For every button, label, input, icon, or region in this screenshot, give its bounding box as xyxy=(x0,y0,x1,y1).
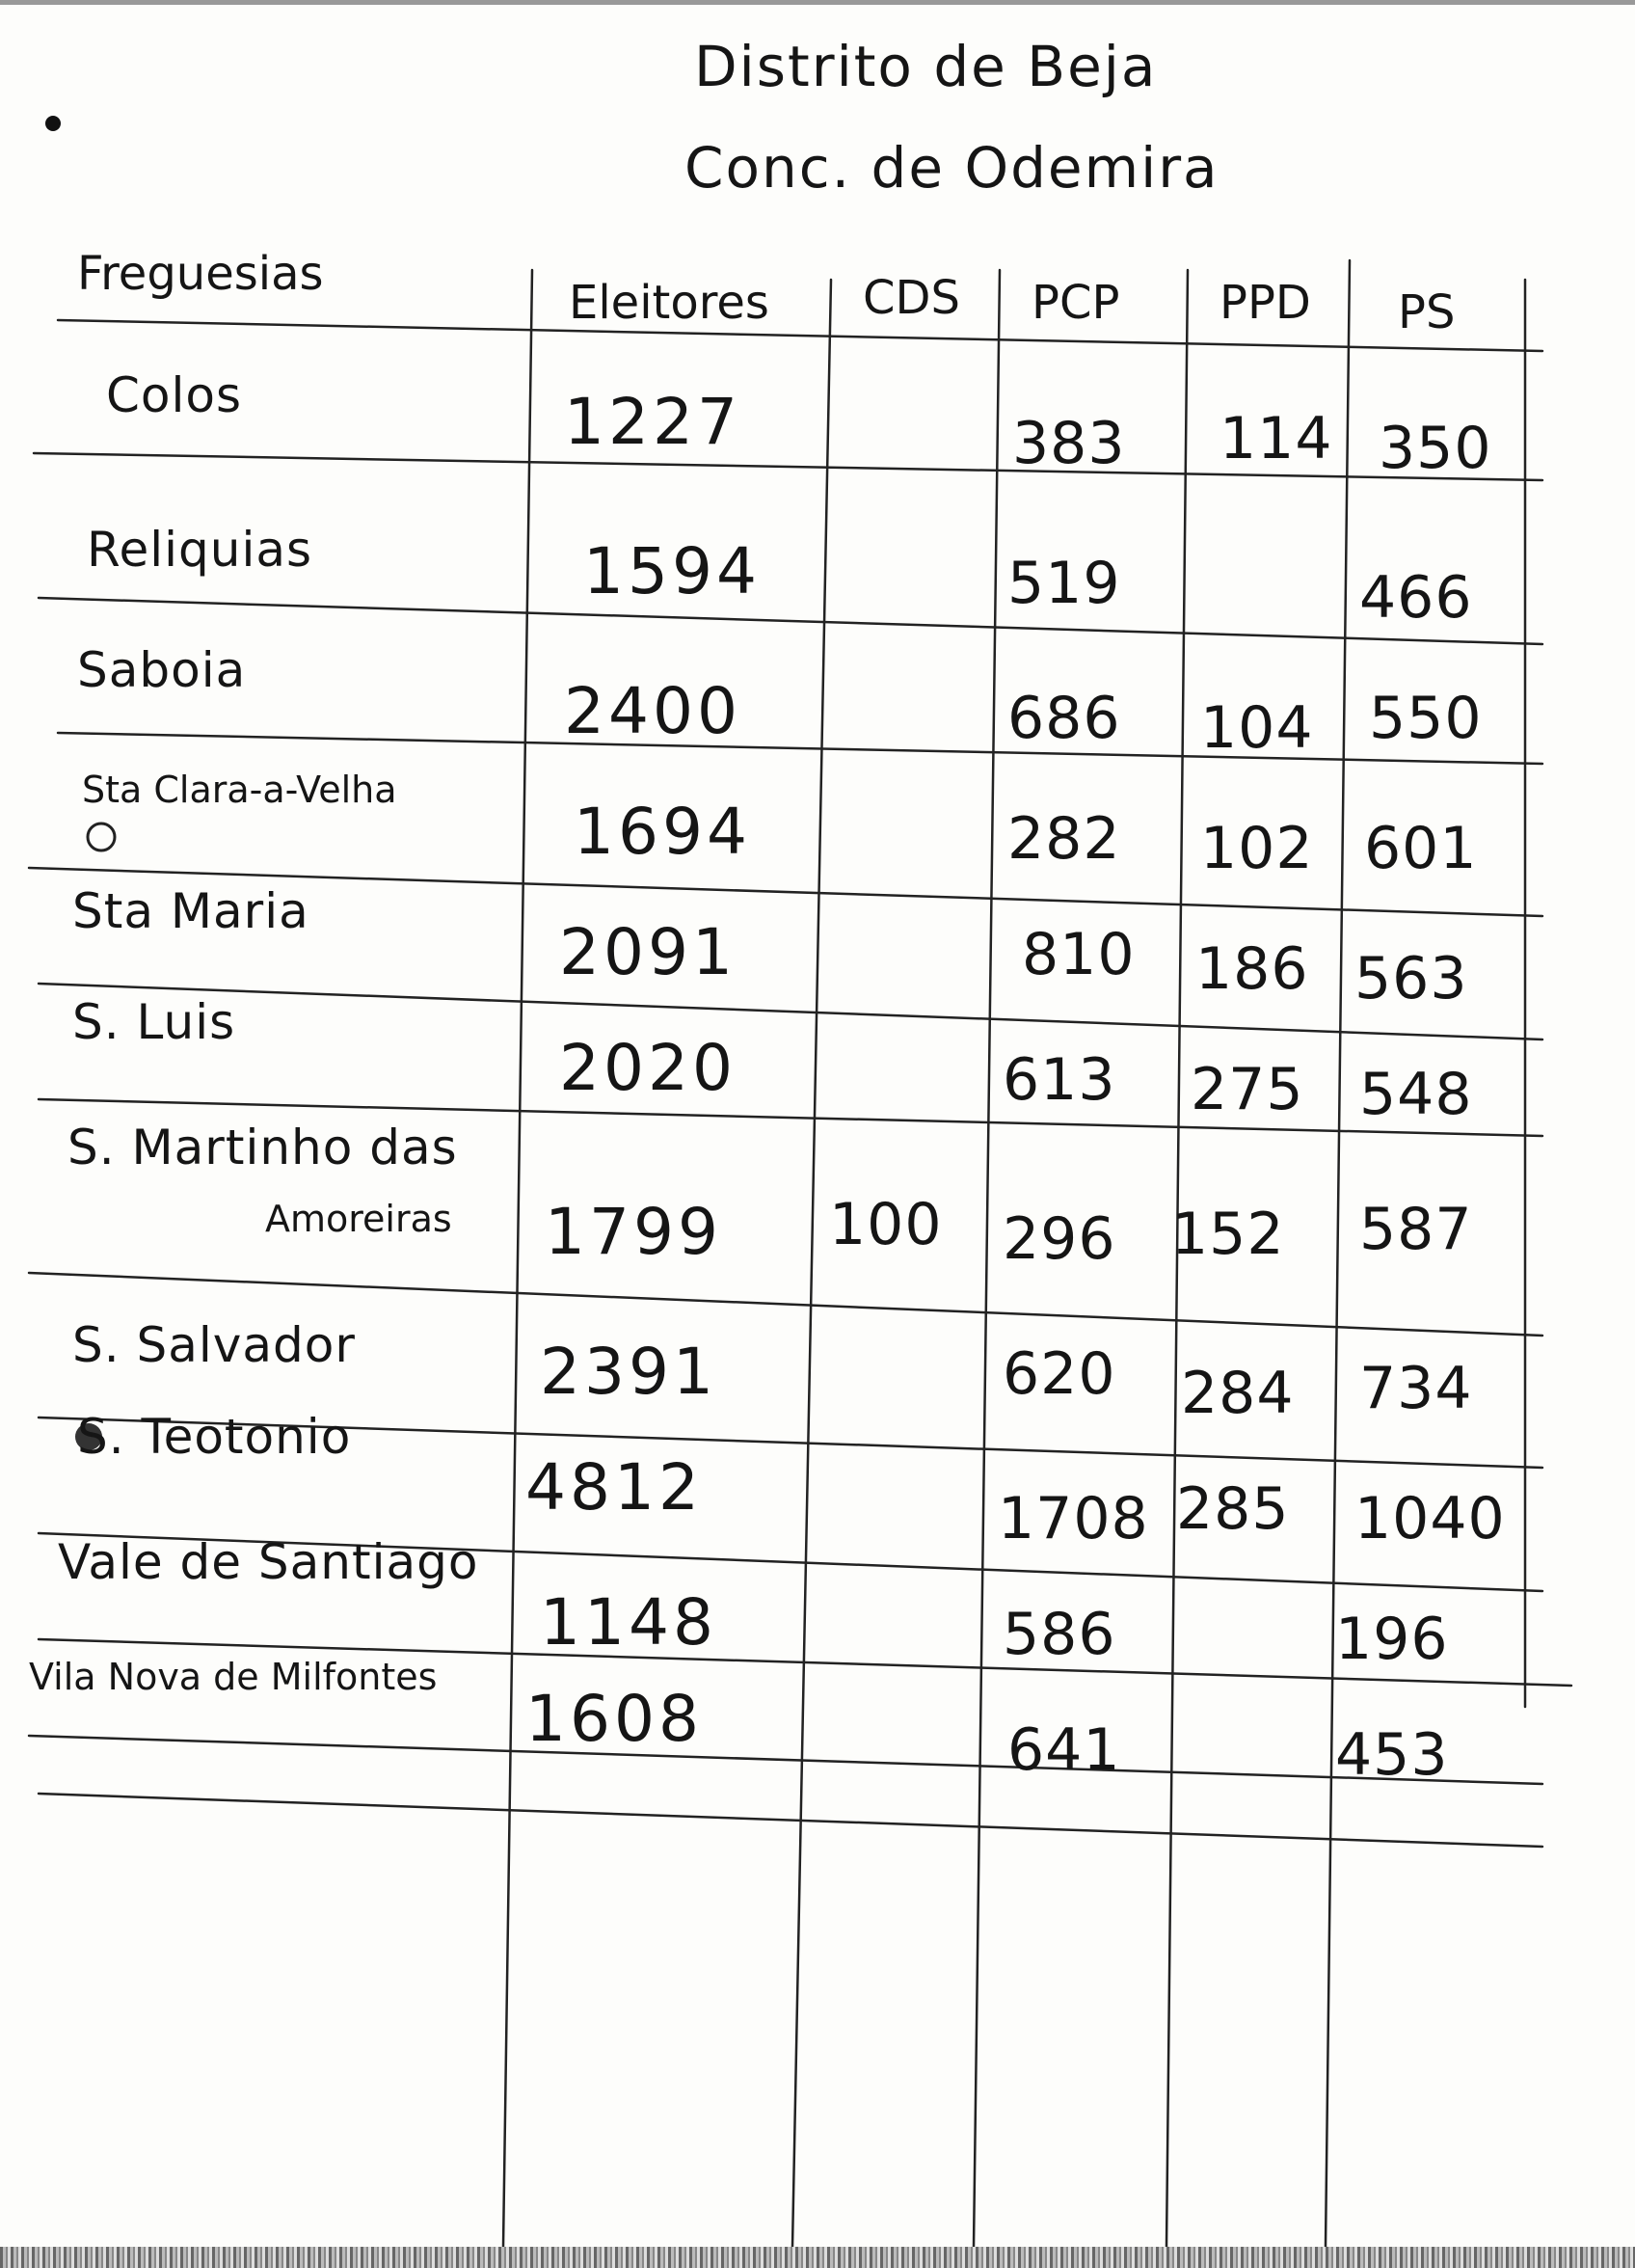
header-cds: CDS xyxy=(863,271,960,325)
row-name: Saboia xyxy=(77,642,247,698)
cell-eleitores: 2091 xyxy=(559,915,737,989)
row-name: Vale de Santiago xyxy=(58,1534,479,1590)
title-line-2: Conc. de Odemira xyxy=(684,135,1220,201)
col-sep-5 xyxy=(1326,260,1350,2247)
cell-ppd: 102 xyxy=(1200,815,1314,882)
cell-pcp: 296 xyxy=(1003,1205,1116,1273)
cell-pcp: 383 xyxy=(1012,410,1126,477)
cell-ppd: 284 xyxy=(1181,1360,1295,1427)
cell-ppd: 114 xyxy=(1220,405,1333,472)
row-name: S. Martinho das xyxy=(67,1120,458,1175)
rule-row-3 xyxy=(58,733,1542,764)
cell-cds: 100 xyxy=(829,1191,943,1258)
cell-ps: 587 xyxy=(1359,1196,1473,1263)
cell-ps: 601 xyxy=(1364,815,1478,882)
cell-eleitores: 1148 xyxy=(540,1585,717,1660)
cell-ppd: 104 xyxy=(1200,694,1314,762)
cell-pcp: 686 xyxy=(1007,685,1121,752)
header-ppd: PPD xyxy=(1220,276,1311,330)
row-name-continued: Amoreiras xyxy=(265,1198,452,1240)
cell-pcp: 1708 xyxy=(998,1485,1149,1552)
row-name: Colos xyxy=(106,367,243,423)
cell-pcp: 282 xyxy=(1007,805,1121,873)
cell-ppd: 285 xyxy=(1176,1475,1290,1543)
cell-ps: 734 xyxy=(1359,1355,1473,1422)
cell-pcp: 613 xyxy=(1003,1046,1116,1114)
rule-header-bottom xyxy=(58,320,1542,351)
cell-eleitores: 2020 xyxy=(559,1031,737,1105)
header-pcp: PCP xyxy=(1032,276,1120,330)
row-name: S. Luis xyxy=(72,994,236,1050)
cell-pcp: 810 xyxy=(1022,921,1136,988)
scan-bottom-edge xyxy=(0,2247,1635,2268)
row-name: Sta Clara-a-Velha xyxy=(82,769,397,811)
cell-eleitores: 4812 xyxy=(525,1450,703,1525)
cell-eleitores: 1799 xyxy=(545,1195,722,1269)
col-sep-1 xyxy=(503,270,532,2247)
cell-pcp: 586 xyxy=(1003,1601,1116,1668)
row-name: Reliquias xyxy=(87,522,313,578)
row-name: Vila Nova de Milfontes xyxy=(29,1656,438,1698)
rule-row-12 xyxy=(39,1794,1542,1847)
header-ps: PS xyxy=(1398,285,1456,339)
header-freguesias: Freguesias xyxy=(77,247,324,301)
row-name: S. Salvador xyxy=(72,1317,356,1373)
cell-pcp: 620 xyxy=(1003,1340,1116,1408)
rule-row-11 xyxy=(29,1736,1542,1784)
cell-eleitores: 2400 xyxy=(564,674,741,748)
rule-row-2 xyxy=(39,598,1542,644)
rule-row-5 xyxy=(39,984,1542,1040)
cell-eleitores: 1227 xyxy=(564,385,741,459)
cell-pcp: 641 xyxy=(1007,1716,1121,1784)
cell-ps: 196 xyxy=(1335,1606,1449,1673)
cell-eleitores: 1608 xyxy=(525,1682,703,1756)
cell-ps: 350 xyxy=(1379,415,1492,482)
cell-pcp: 519 xyxy=(1007,550,1121,617)
cell-ppd: 186 xyxy=(1195,935,1309,1003)
row-name: S. Teotonio xyxy=(77,1409,352,1465)
row-name: Sta Maria xyxy=(72,883,309,939)
cell-ps: 563 xyxy=(1354,945,1468,1012)
cell-eleitores: 2391 xyxy=(540,1335,717,1409)
cell-eleitores: 1694 xyxy=(574,795,751,869)
col-sep-2 xyxy=(792,280,831,2247)
scan-mark xyxy=(45,116,61,131)
cell-ps: 453 xyxy=(1335,1721,1449,1789)
col-sep-3 xyxy=(974,270,1000,2247)
cell-ps: 1040 xyxy=(1354,1485,1506,1552)
cell-eleitores: 1594 xyxy=(583,534,761,608)
cell-ps: 466 xyxy=(1359,564,1473,632)
cell-ps: 550 xyxy=(1369,685,1483,752)
cell-ps: 548 xyxy=(1359,1061,1473,1128)
header-eleitores: Eleitores xyxy=(569,276,769,330)
title-line-1: Distrito de Beja xyxy=(694,34,1158,99)
cell-ppd: 152 xyxy=(1171,1201,1285,1268)
cell-ppd: 275 xyxy=(1191,1056,1304,1123)
